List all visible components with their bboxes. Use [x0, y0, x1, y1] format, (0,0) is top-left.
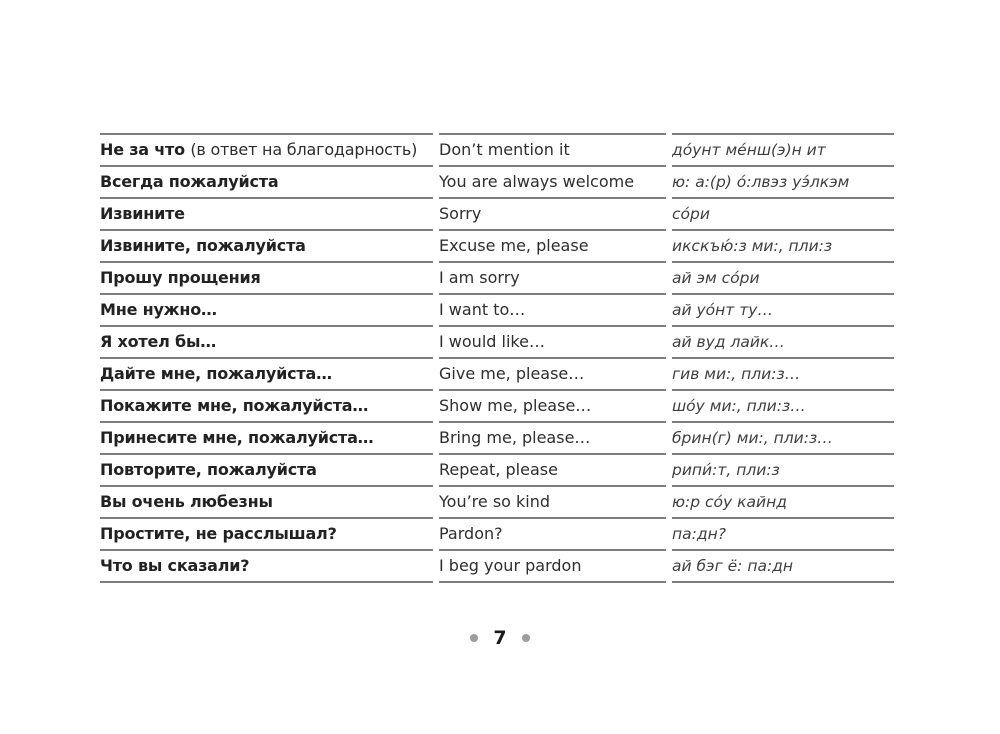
phrase-english: I am sorry	[439, 261, 666, 293]
phrase-english: Give me, please…	[439, 357, 666, 389]
phrase-russian	[100, 229, 433, 261]
phrase-transcription: ай эм со́ри	[672, 261, 894, 293]
phrase-russian	[100, 197, 433, 229]
phrase-russian-text: Извините, пожалуйста	[100, 236, 306, 255]
phrase-transcription: до́унт ме́нш(э)н ит	[672, 133, 894, 165]
phrase-english: I would like…	[439, 325, 666, 357]
phrase-transcription: шо́у ми:, пли:з…	[672, 389, 894, 421]
phrase-russian	[100, 485, 433, 517]
phrase-english: You’re so kind	[439, 485, 666, 517]
phrase-russian	[100, 261, 433, 293]
phrase-transcription: ю: а:(р) о́:лвэз уэ́лкэм	[672, 165, 894, 197]
phrase-transcription: икскъю́:з ми:, пли:з	[672, 229, 894, 261]
phrase-transcription: ай вуд лайк…	[672, 325, 894, 357]
phrase-russian-text: Прошу прощения	[100, 268, 261, 287]
phrase-russian	[100, 133, 433, 165]
phrase-transcription: ай бэг ё: па:дн	[672, 549, 894, 583]
phrase-transcription: па:дн?	[672, 517, 894, 549]
phrase-english: Excuse me, please	[439, 229, 666, 261]
phrase-english: Show me, please…	[439, 389, 666, 421]
phrase-russian	[100, 325, 433, 357]
phrase-russian-text: Что вы сказали?	[100, 556, 250, 575]
phrase-english: Pardon?	[439, 517, 666, 549]
phrase-english: Repeat, please	[439, 453, 666, 485]
phrase-russian-text: Повторите, пожалуйста	[100, 460, 317, 479]
phrase-russian-text: Мне нужно…	[100, 300, 217, 319]
phrase-russian-text: Простите, не расслышал?	[100, 524, 337, 543]
phrase-english: You are always welcome	[439, 165, 666, 197]
phrase-russian-text: Извините	[100, 204, 185, 223]
phrase-russian	[100, 293, 433, 325]
phrase-transcription: ю:р со́у кайнд	[672, 485, 894, 517]
phrase-transcription: гив ми:, пли:з…	[672, 357, 894, 389]
phrase-russian	[100, 517, 433, 549]
phrase-russian-text: Я хотел бы…	[100, 332, 217, 351]
phrase-russian	[100, 421, 433, 453]
phrase-russian-note: (в ответ на благодарность)	[190, 140, 418, 159]
phrase-transcription: ай уо́нт ту…	[672, 293, 894, 325]
phrase-russian-text: Дайте мне, пожалуйста…	[100, 364, 332, 383]
phrase-transcription: рипи́:т, пли:з	[672, 453, 894, 485]
phrase-english: I beg your pardon	[439, 549, 666, 583]
page-number: 7	[493, 627, 507, 649]
page-footer	[0, 624, 1000, 652]
phrase-russian	[100, 389, 433, 421]
phrase-transcription: со́ри	[672, 197, 894, 229]
phrase-russian	[100, 357, 433, 389]
phrase-russian	[100, 165, 433, 197]
phrase-table	[100, 133, 894, 583]
phrase-russian-text: Принесите мне, пожалуйста…	[100, 428, 374, 447]
phrase-english: Don’t mention it	[439, 133, 666, 165]
phrase-russian	[100, 549, 433, 583]
phrase-russian-text: Не за что	[100, 140, 185, 159]
phrase-russian-text: Всегда пожалуйста	[100, 172, 279, 191]
phrase-english: I want to…	[439, 293, 666, 325]
page-number-dot-left	[470, 634, 478, 642]
phrase-english: Sorry	[439, 197, 666, 229]
phrase-russian-text: Покажите мне, пожалуйста…	[100, 396, 369, 415]
phrase-transcription: брин(г) ми:, пли:з…	[672, 421, 894, 453]
page-number-dot-right	[522, 634, 530, 642]
phrase-russian-text: Вы очень любезны	[100, 492, 273, 511]
phrase-english: Bring me, please…	[439, 421, 666, 453]
phrase-russian	[100, 453, 433, 485]
